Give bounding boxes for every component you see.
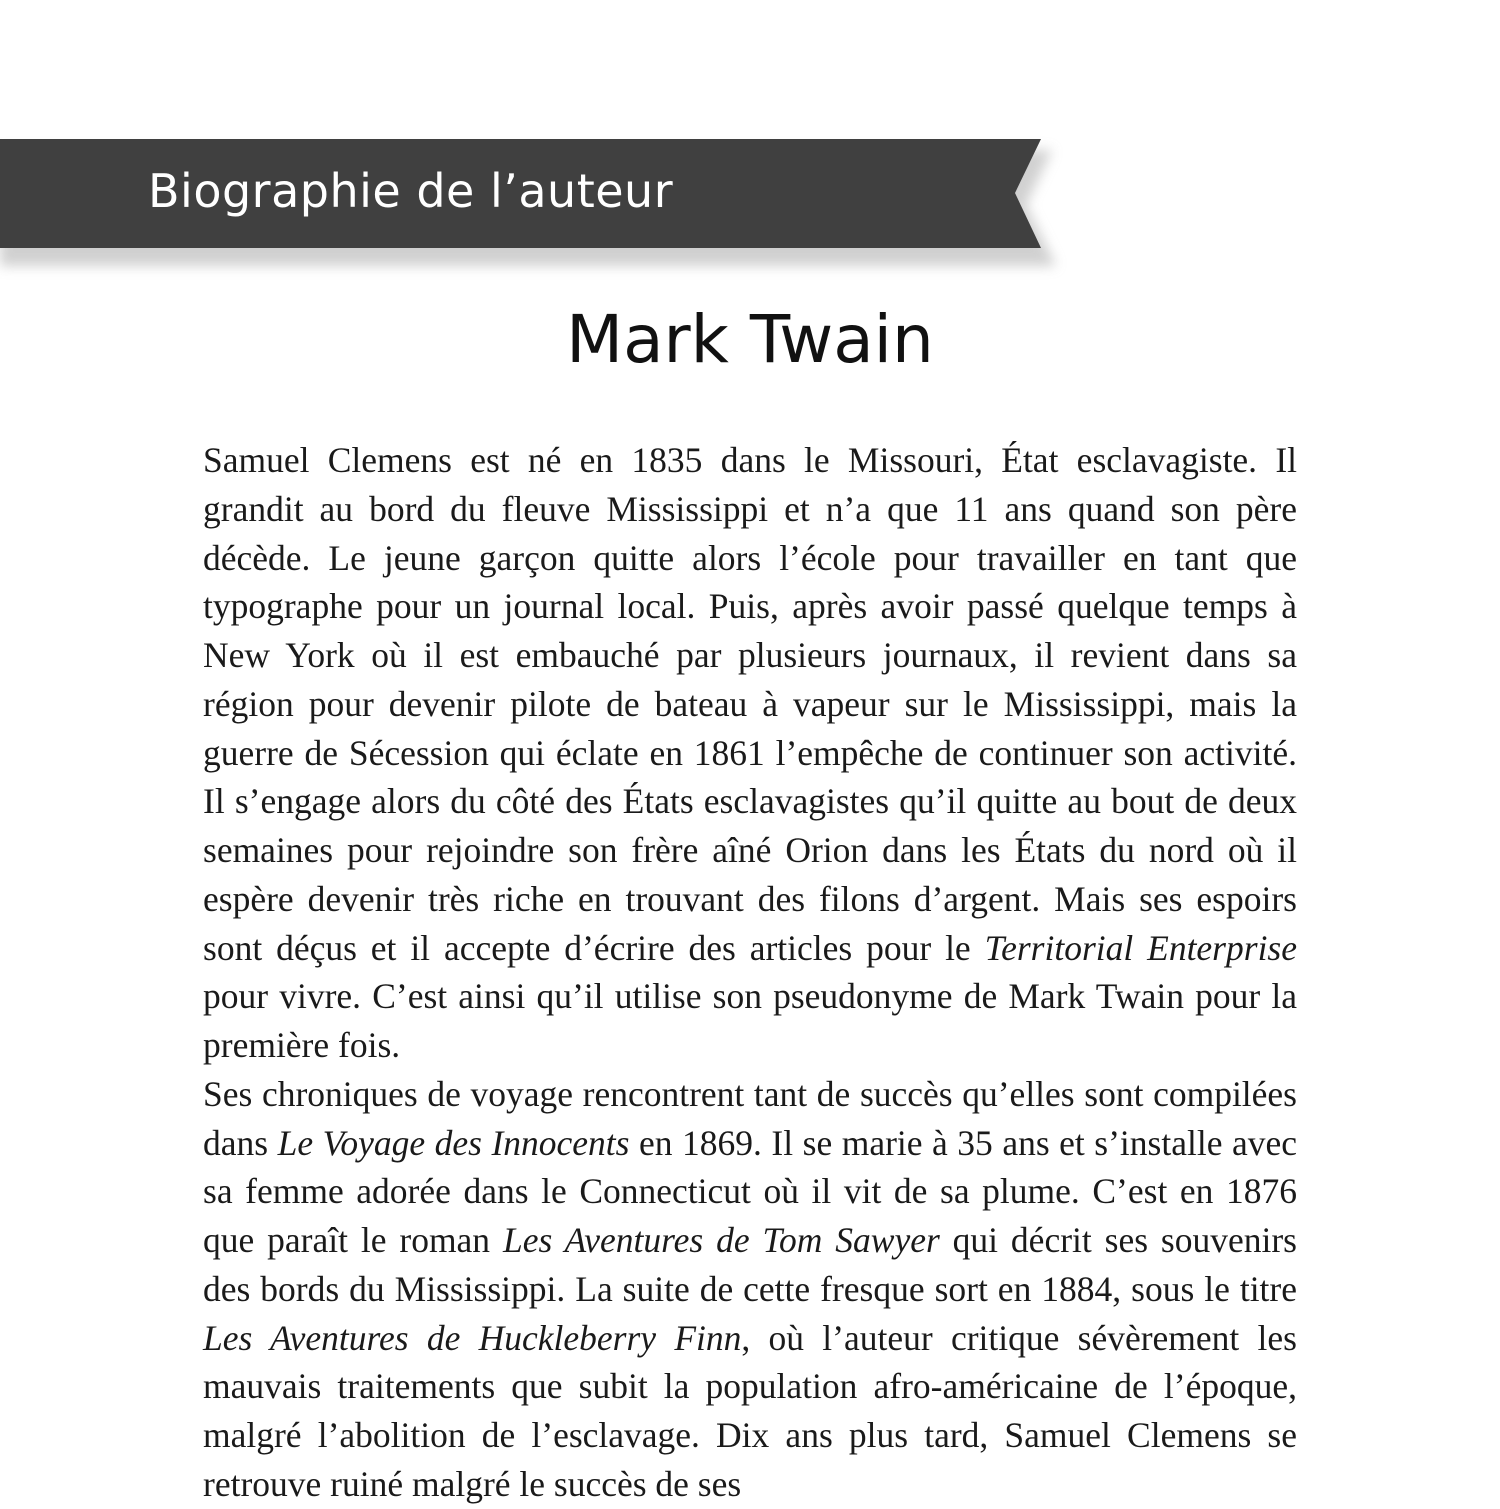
work-title: Les Aventures de Huckleberry Finn [203, 1317, 742, 1358]
text-run: en 1869. Il se marie à 35 ans et s’installe avec sa femme adorée dans le Connecticut où il vit de sa plume. C’est en 1876 que paraît le roman [203, 1122, 1297, 1260]
section-banner [0, 0, 1080, 280]
text-run: pour vivre. C’est ainsi qu’il utilise son pseudonyme de Mark Twain pour la première fois. [203, 976, 1297, 1065]
work-title: Les Aventures de Tom Sawyer [502, 1220, 940, 1260]
biography-text [203, 436, 1297, 1509]
text-run: , où l’auteur critique sévèrement les mauvais traitements que subit la population afro-américaine de l’époque, malgré l’abolition de l’esclavage. Dix ans plus tard, Samuel Clemens se retrouve ruiné malgré le succès de ses [203, 1317, 1297, 1504]
text-run: Samuel Clemens est né en 1835 dans le Missouri, État esclavagiste. Il grandit au bord du fleuve Mississippi et n’a que 11 ans quand son père décède. Le jeune garçon quitte alors l’école pour travailler en tant que typographe pour un journal local. Puis, après avoir passé quelque temps à New York où il est embauché par plusieurs journaux, il revient dans sa région pour devenir pilote de bateau à vapeur sur le Mississippi, mais la guerre de Sécession qui éclate en 1861 l’empêche de continuer son activité. Il s’engage alors du côté des États esclavagistes qu’il quitte au bout de deux semaines pour rejoindre son frère aîné Orion dans les États du nord où il espère devenir très riche en trouvant des filons d’argent. Mais ses espoirs sont déçus et il accepte d’écrire des articles pour le [203, 440, 1297, 968]
work-title: Le Voyage des Innocents [277, 1122, 630, 1163]
text-run: Ses chroniques de voyage rencontrent tant de succès qu’elles sont compilées dans [203, 1073, 1297, 1163]
bio-paragraph [203, 436, 1297, 1070]
work-title: Territorial Enterprise [984, 927, 1298, 968]
text-run: qui décrit ses souvenirs des bords du Mississippi. La suite de cette fresque sort en 1884, sous le titre [203, 1220, 1297, 1309]
banner-ribbon-shape [0, 0, 1080, 280]
author-name: Mark Twain [566, 301, 934, 378]
section-title: Biographie de l’auteur [148, 164, 674, 218]
bio-paragraph [203, 1070, 1297, 1509]
